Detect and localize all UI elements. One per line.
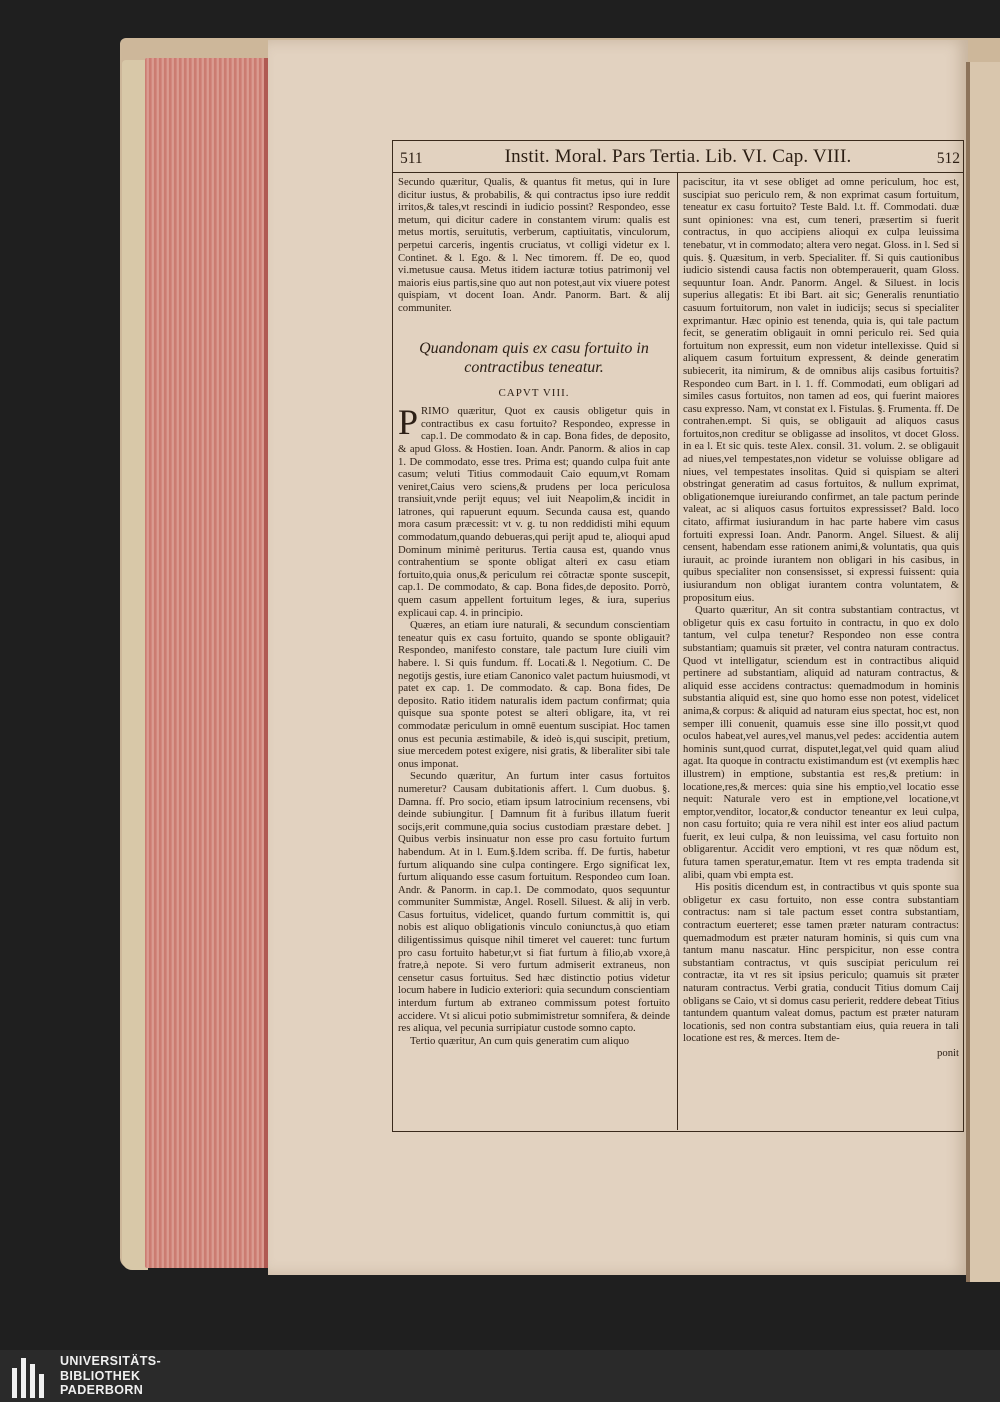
- paragraph-primo: [398, 402, 670, 619]
- library-logo: [6, 1350, 426, 1402]
- page-number-left: 511: [400, 150, 423, 167]
- facing-page-edge: [966, 62, 1000, 1282]
- left-column: [398, 176, 670, 1047]
- right-column: [683, 176, 959, 1060]
- running-title: Instit. Moral. Pars Tertia. Lib. VI. Cap. VIII.: [504, 146, 852, 167]
- paragraph-primo-text: RIMO quæritur, Quot ex causis obligetur quis in contractibus ex casu fortuito? Respondeo, expresse in cap.1. De commodato & in cap. Bona fides, de deposito, & apud Gloss. & Hostien. Ioan. Andr. Panorm. & alios in cap 1. De commodato, esse tres. Prima est; quando culpa fuit ante casum; veluti Titius commodauit Caio equum,vt Romam veniret,Caius vero sciens,& prudens per loca periculosa transiuit,vnde perijt equus; vel iuit Neapolim,& incidit in latrones, qui rapuerunt equum. Secunda causa est, quando mora casum præcessit: vt v. g. tu non reddidisti mihi equum commodatum,quando debueras,qui perijt apud te, alioqui apud Dominum minimè periturus. Tertia causa est, quando vnus contrahentium se sponte obligat alteri ex casu etiam fortuito,quia onus,& periculum rei cõtractæ sponte suscepit, cap.1. De commodato, & cap. Bona fides,de deposito. Porrò, quem casum appellent fortuitum leges, & iura, superius explicaui cap. 4. in principio.: [398, 405, 670, 619]
- drop-cap: P: [398, 402, 419, 443]
- column-divider: [677, 173, 678, 1130]
- red-fore-edge: [145, 58, 270, 1268]
- paragraph-quarto: Quarto quæritur, An sit contra substantiam contractus, vt obligetur quis ex casu fortuito in contractu, in quo ex dolo tantum, vel culpa tenetur? Respondeo non esse contra substantiam; quamuis sit præter, vel contra naturam contractus. Quod vt intelligatur, sciendum est in contractibus aliquid pertinere ad substantiam, aliquid ad naturam contractus, & aliquid esse accidens contractus: quemadmodum in hominis substantia aliquid est, sine quo homo esse non potest, videlicet anima,& corpus: & aliquid ad naturam eius spectat, hoc est, non semper illi conuenit, quamuis esse sine illo possit,vt quod oculos habeat,vel aures,vel manus,vel pedes: accidentia autem hominis sunt,quod currat, disputet,legat,vel quid quam aliud agat. Ita quoque in contractu existimandum est (vt exemplis hæc illustrem) in emptione, substantia est res,& pretium: in locatione,res,& merces: quia sine his emptio,vel locatio esse nequit: Naturale vero est in emptione,vel locatione,vt emptor,venditor, locator,& conductor teneantur ex leui culpa, non casu fortuito; quia re vera nihil est inter eos aliud pactum fuerit, ex leui culpa, & non leuissima, vel casu fortuito non obligarentur. Accidit vero emptioni, vt res quæ nōdum est, futura tamen speratur,ematur. Item vt res empta tradenda sit alibi, quam vbi empta est.: [683, 604, 959, 881]
- paragraph-secundo-metus: Secundo quæritur, Qualis, & quantus fit metus, qui in Iure dicitur iustus, & probabilis, & qui contractus ipso iure reddit irritos,& tales,vt rescindi in iudicio possint? Respondeo, esse metum, qui dicitur cadere in constantem virum: qualis est metus mortis, seruitutis, verberum, captiuitatis, vinculorum, perpetui carceris, ingentis cruciatus, vt colligi videtur ex l. Continet. & l. Ego. & l. Nec timorem. ff. De eo, quod vi.metusue causa. Metus itidem iacturæ totius patrimonij vel maioris eius partis,sine quo aut non potest,aut vix viuere potest quispiam, vt docent Ioan. Andr. Panorm. Bart. & alij communiter.: [398, 176, 670, 314]
- running-header: [392, 146, 964, 172]
- paragraph-quaeres: Quæres, an etiam iure naturali, & secundum conscientiam teneatur quis ex casu fortuito, quando se sponte obligauit? Respondeo, manifesto constare, tale pactum Iure ciuili vim habere. l. Si quis fundum. ff. Locati.& l. Negotium. C. De negotijs gestis, iure etiam Canonico valet pactum huiusmodi, vt patet ex cap. 1. De commodato. & cap. Bona fides, De deposito. Ratio itidem naturalis idem pactum confirmat; quia quisque sua sponte potest se alteri obligare, ita, vt rei commodatæ periculum in omnē euentum suscipiat. Hoc tamen onus est pecunia æstimabile, & ideò is,qui suscipit, pretium, siue mercedem potest exigere, nisi gratis, & liberaliter sibi tale onus imponat.: [398, 619, 670, 770]
- chapter-number: CAPVT VIII.: [498, 386, 570, 399]
- paragraph-secundo-furtum: Secundo quæritur, An furtum inter casus fortuitos numeretur? Causam dubitationis affert. l. Cum duobus. §. Damna. ff. Pro socio, etiam ipsum latrocinium recensens, vbi deinde subiungitur. [ Damnum fit à furibus illatum fuerit socijs,erit commune,quia socius custodiam præstare debet. ] Quibus verbis insinuatur non esse pro casu fortuito furtum habendum. At in l. Eum.§.Idem scriba. ff. De furtis, habetur furtum aliquando sine culpa contingere. Ergo significat lex, furtum aliquando esse casum fortuitum. Respondeo cum Ioan. Andr. & Panorm. in cap.1. De commodato, quos sequuntur communiter Summistæ, Angel. Rosell. Siluest. & alij in verb. Casus fortuitus, videlicet, quando furtum committit is, qui nobis est aliquo obligationis vinculo coniunctus,à quo etiam diligentissimus quisque nihil timeret vel caueret: tunc furtum pro casu fortuito habetur,vt si fiat furtum à filio,ab vxore,à fratre,à nepote. Si vero furtum admiserit extraneus, non censetur casus fortuitus. Sed hæc distinctio potius videtur locum habere in Iudicio exteriori: quia secundum conscientiam interdum furtum ab extraneo commissum potest fortuito accidere. Vt si alicui potio submimistretur somnifera, & deinde res aliqua, vel pecunia surripiatur custode somno capto.: [398, 770, 670, 1035]
- library-logo-text: [60, 1354, 161, 1398]
- logo-line-3: PADERBORN: [60, 1383, 144, 1397]
- catchword: ponit: [937, 1046, 959, 1059]
- logo-line-1: UNIVERSITÄTS-: [60, 1354, 162, 1368]
- chapter-heading: Quandonam quis ex casu fortuito in contractibus teneatur.: [419, 339, 649, 376]
- paragraph-tertio: Tertio quæritur, An cum quis generatim cum aliquo: [410, 1034, 630, 1047]
- paragraph-his-positis: His positis dicendum est, in contractibus vt quis sponte sua obligetur ex casu fortuito, non esse contra substantiam contractus: nam si tale pactum esset contra substantiam, contractum euerteret; esse tamen præter naturam contractus: quemadmodum est præter naturam hominis, si quis cum vna tantum manu nascatur. Hinc perspicitur, non esse contra substantiam contractus, vt quis suscipiat periculum rei contractæ, ita vt res sit ipsius periculo; quamuis sit præter naturam contractus. Verbi gratia, conducit Titius domum Caij obligans se Caio, vt si domus casu perierit, reddere debeat Titius tantundem quantum valeat domus, pactum est præter naturam locationis, sed non contra substantiam eius, quia reuera in tali locatione est res, & merces. Item de-: [683, 881, 959, 1045]
- logo-line-2: BIBLIOTHEK: [60, 1368, 141, 1383]
- paragraph-continued: paciscitur, ita vt sese obliget ad omne periculum, hoc est, suscipiat suo periculo rem, & non exprimat casum fortuitum, teneatur ex casu fortuito? Teste Bald. l.t. ff. Commodati. duæ sunt opiniones: vna est, cum teneri, præsertim si fuerit contractus, in quo accipiens alioqui ex culpa leuissima tenebatur, vt in commodato; altera vero negat. Gloss. in l. Sed si quis. §. Quæsitum, in verb. Specialiter. ff. Si quis cautionibus iudicio sistendi causa factis non obtemperauerit, quam Gloss. sequuntur Ioan. Andr. Panorm. Angel. & Siluest. in locis superius allegatis: Et ibi Bart. ait sic; Generalis renuntiatio casuum fortuitorum, non valet in iudicijs; secus si specialiter exprimantur. Hæc opinio est tenenda, quia is, qui tale pactum fecit, se generatim obligauit in omni periculo rei. Sed quia fortuitum non expressit, eum non videtur intellexisse. Quid si aliquem casum fortuitum expressent, & deinde generatim subiecerit, ita nimirum, & de omnibus alijs casibus fortuitis? Respondeo cum Bart. in l. 1. ff. Commodati, eum obligari ad similes casus fortuitos, non tamen ad eos, qui fuerint maiores casu expresso. Nam, vt constat ex l. Fistulas. §. Frumenta. ff. De contrahen.empt. Si quis, se obligauit ad aliquos casus fortuitos,non creditur se obligasse ad insolitos, vt docet Gloss. in ea l. Et sic quis. teste Alex. consil. 31. volum. 2. se obligauit ad niues,vel tempestates,non videtur se voluisse obligare ad niues, vel tempestates insolitas. Quid si quispiam se alteri obstringat generatim ad casus fortuitos, & nullum exprimat, obligationemque iureiurando confirmet, an tale pactum perinde valeat, ac si aliquos casus fortuitos expressisset? Bald. loco citato, affirmat iusiurandum in hac parte habere vim casus fortuiti expressi Ioan. Andr. Panorm. Angel. Siluest. & alij censent, habendam esse rationem animi,& voluntatis, qua quis iurauit, ac proinde iurantem non obligari in his casibus, in quibus specialiter non consensisset, si expressi fuissent: quia iusiurandum non obligat iurantem contra voluntatem, & propositum eius.: [683, 176, 959, 604]
- header-rule: [392, 172, 964, 173]
- library-logo-icon: [12, 1358, 46, 1398]
- page-number-right: 512: [936, 150, 960, 167]
